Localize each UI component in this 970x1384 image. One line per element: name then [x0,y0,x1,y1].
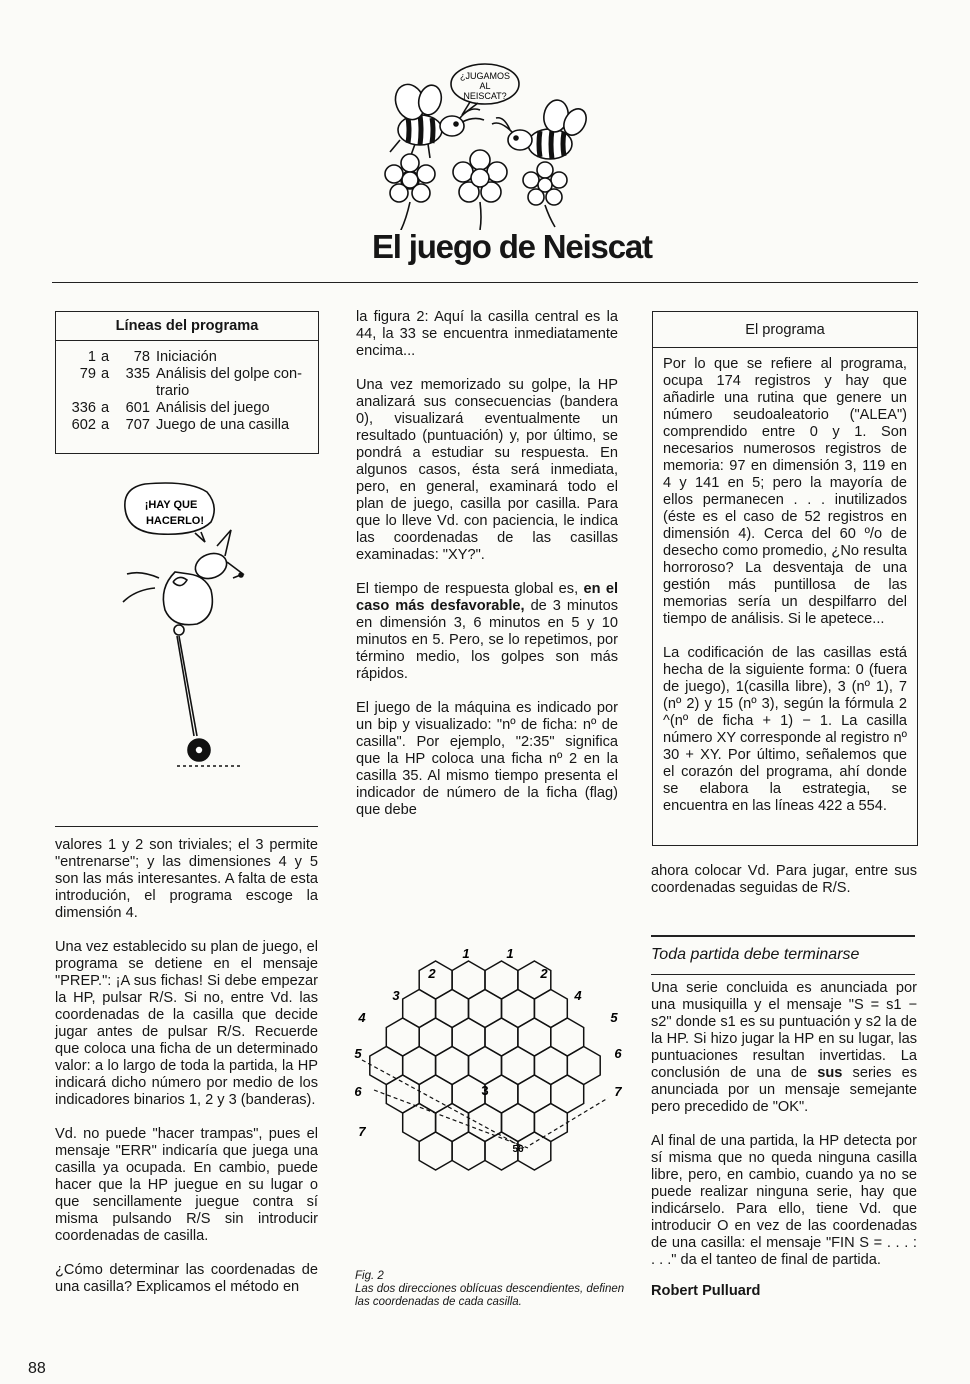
hex-cell [534,1047,567,1085]
program-lines-cell: Iniciación [156,349,217,365]
figure-caption-title: Fig. 2 [355,1270,384,1282]
hex-cell [518,1075,551,1113]
program-box [652,311,918,846]
program-lines-row [62,383,318,400]
hex-cell [436,1047,469,1085]
hex-edge-label: 3 [392,988,400,1003]
hex-edge-label: 7 [614,1084,622,1099]
col3-divider [651,935,915,937]
program-lines-cell: 602 [71,417,96,433]
hex-cell [502,1104,535,1142]
program-lines-cell: 79 [79,366,96,382]
hex-cell [386,1018,419,1056]
hex-center-label: 3 [481,1083,489,1098]
figure-caption-block [355,1270,625,1309]
hex-edge-label: 2 [428,966,436,981]
author-name: Robert Pulluard [651,1283,761,1299]
mouse-bubble-text: ¡HAY QUE [144,499,198,511]
subheading-underline [651,974,915,975]
hex-cell [419,1132,452,1170]
hex-board-figure [340,940,630,1270]
program-lines-cell: trario [156,383,190,399]
hex-edge-label: 4 [574,988,582,1003]
col2-paragraph-4: El juego de la máquina es indicado por un bip y visualizado: "nº de ficha: nº de casilla". Por ejemplo, "2:35" significa que la HP coloca una ficha nº 2 en la casilla 35. Al mismo tiempo presenta el indicador de número de la ficha (flag) que debe [356,700,618,818]
col2-paragraph-3: El tiempo de respuesta global es, en el caso más desfavorable, de 3 minutos en dimensión 3, 6 minutos en 5 y 10 minutos en 5. Pero, se lo repetimos, por término medio, los golpes son más rápidos. [356,581,619,682]
hex-cell [452,961,485,999]
hex-cell [485,1018,518,1056]
hex-cell [469,1104,502,1142]
hex-cell [403,1047,436,1085]
hex-cell [370,1047,403,1085]
hex-cell [403,990,436,1028]
program-lines-cell: a [100,366,110,382]
hex-cell [452,1132,485,1170]
col3-paragraph-1: ahora colocar Vd. Para jugar, entre sus coordenadas seguidas de R/S. [651,863,917,896]
col2-paragraph-1: la figura 2: Aquí la casilla central es la 44, la 33 se encuentra inmediatamente encima... [356,309,618,359]
program-lines-cell: 707 [125,417,150,433]
hex-edge-label: 6 [614,1046,622,1061]
hex-edge-label: 6 [354,1084,362,1099]
hex-cell [436,1104,469,1142]
program-lines-row [62,366,318,383]
program-lines-cell: 336 [71,400,96,416]
col2-paragraph-2: Una vez memorizado su golpe, la HP analizará sus consecuencias (bandera 0), visualizará eventualmente un resultado (puntuación) y, por último, se pondrá a estudiar su respuesta. En algunos casos, ésta será inmediata, pero, en general, examinará todo el plan de juego, casilla por casilla. Para que lo lleve Vd. con paciencia, le indica las coordenadas de las casillas examinadas: "XY?". [356,377,618,563]
hex-edge-label: 7 [358,1124,366,1139]
hex-edge-label: 4 [358,1010,366,1025]
col1-paragraph-2: Una vez establecido su plan de juego, el programa se detiene en el mensaje "PREP.": ¡A sus fichas! Si debe empezar la HP, pulsar R/S. Si no, entre Vd. las coordenadas de la casilla que decide jugar antes de pulsar R/S. Recuerde que coloca una ficha de un determinado valor: a lo largo de toda la partida, la HP indicará dicho número por medio de los indicadores binarios 1, 2 y 3 (banderas). [55,939,318,1108]
hex-cell [436,990,469,1028]
program-lines-cell: Análisis del golpe con- [156,366,303,382]
program-lines-cell: a [100,417,110,433]
col3-paragraph-3: Al final de una partida, la HP detecta por sí misma que no queda ninguna casilla libre, pero, en cambio, cuando ya no se puede realizar ninguna serie, hay que indicárselo. Para ello, tiene Vd. que introducir O en vez de las coordenadas de una casilla: el mensaje "FIN S = . . . : . . ." da el tanteo de final de partida. [651,1133,917,1268]
program-lines-list [56,341,318,434]
program-lines-row [62,349,318,366]
program-lines-cell [62,383,96,400]
bold-phrase: en el caso más desfavorable, [356,581,618,614]
article-title: El juego de Neiscat [372,228,652,265]
hex-cell [386,1075,419,1113]
program-lines-cell [114,383,156,400]
hex-cell [469,990,502,1028]
col1-divider [55,826,318,827]
hex-edge-label: 1 [506,946,514,961]
page-number: 88 [28,1360,46,1377]
program-lines-cell: 1 [87,349,96,365]
program-lines-cell: Juego de una casilla [156,417,290,433]
hex-cell [419,961,452,999]
program-lines-cell: 335 [125,366,150,382]
hex-edge-label: 5 [610,1010,618,1025]
col3-paragraph-2: Una serie concluida es anunciada por una musiquilla y el mensaje "S = s1 − s2" donde s1 es su puntuación y s2 la de la HP. Si hizo jugar la HP en su lugar, las puntuaciones resultan invertidas. La conclusión de una de sus series es anunciada por un mensaje semejante pero precedido de "OK". [651,980,917,1115]
hex-cell [534,1104,567,1142]
hex-edge-label: 2 [540,966,548,981]
hex-cell [502,990,535,1028]
hex-cell-label: 56 [512,1144,524,1155]
figure-caption: Las dos direcciones oblícuas descendientes, definen las coordenadas de cada casilla. [355,1283,625,1308]
program-lines-cell: Análisis del juego [156,400,270,416]
program-lines-row [62,417,318,434]
hex-cell [567,1047,600,1085]
program-lines-title: Líneas del programa [115,318,259,334]
hex-cell [518,1018,551,1056]
hex-cell [452,1018,485,1056]
hex-cell [403,1104,436,1142]
col1-paragraph-4: ¿Cómo determinar las coordenadas de una casilla? Explicamos el método en [55,1262,318,1295]
program-lines-box [55,311,319,454]
svg-text:NEISCAT?: NEISCAT? [463,91,507,101]
hex-cell [485,1075,518,1113]
program-box-paragraph-2: La codificación de las casillas está hecha de la siguiente forma: 0 (fuera de juego), 1(casilla libre), 3 (nº 1), 7 (nº 2) y 15 (nº 3), según la fórmula 2 ^(nº de ficha + 1) − 1. La casilla número XY corresponde al registro nº 30 + XY. Por último, señalemos que el corazón del programa, ahí donde se elabora la estrategia, se encuentra en las líneas 422 a 554. [663,645,907,814]
hex-cell [534,990,567,1028]
mouse-cartoon-illustration [115,478,295,778]
program-lines-cell: a [100,349,110,365]
program-lines-cell: 78 [133,349,150,365]
hex-cell [485,961,518,999]
svg-text:AL: AL [479,81,491,91]
col2-text [356,309,618,819]
hex-cell [502,1047,535,1085]
program-lines-row [62,400,318,417]
svg-text:HACERLO!: HACERLO! [145,515,205,527]
program-lines-cell [96,383,114,400]
bee-bubble-text: ¿JUGAMOS [459,71,511,81]
bees-cartoon-illustration [370,60,610,230]
col1-text [55,837,318,1296]
section-subheading: Toda partida debe terminarse [651,946,860,963]
col3-text-2 [651,980,917,1300]
hex-edge-label: 5 [354,1046,362,1061]
hex-cell [452,1075,485,1113]
col3-text [651,863,917,897]
hex-cell [419,1018,452,1056]
header-divider [52,282,918,283]
hex-cell [551,1075,584,1113]
hex-edge-label: 1 [462,946,470,961]
col1-paragraph-1: valores 1 y 2 son triviales; el 3 permite "entrenarse"; y las dimensiones 4 y 5 son las más interesantes. A falta de esta introdución, el programa escoge la dimensión 4. [55,837,318,921]
program-box-paragraph-1: Por lo que se refiere al programa, ocupa 174 registros y hay que añadirle una rutina que genere un número seudoaleatorio ("ALEA") comprendido entre 0 y 1. Son necesarios numerosos registros de memoria: 97 en dimensión 3, 119 en 4 y 141 en 5; pero la mayoría de ellos permanecen . . . inutilizados (éste es el caso de 52 registros en dimensión 4). Cerca del 60 º/o de desecho como promedio, ¿No resulta horroroso? La desventaja de una gestión más puntillosa de las memorias sería un despilfarro del tiempo de análisis. Si le apetece... [663,356,907,627]
hex-diagonal [530,1098,608,1145]
col1-paragraph-3: Vd. no puede "hacer trampas", pues el mensaje "ERR" indicaría que juega una casilla ya ocupada. En cambio, puede hacer que la HP juegue en su lugar o que sencillamente juegue contra sí misma pulsando R/S sin introducir coordenadas de casilla. [55,1126,318,1244]
program-lines-cell: a [100,400,110,416]
hex-cell [551,1018,584,1056]
hex-diagonal [374,1090,528,1148]
program-lines-cell: 601 [125,400,150,416]
program-box-title: El programa [745,322,825,338]
hex-cell [469,1047,502,1085]
